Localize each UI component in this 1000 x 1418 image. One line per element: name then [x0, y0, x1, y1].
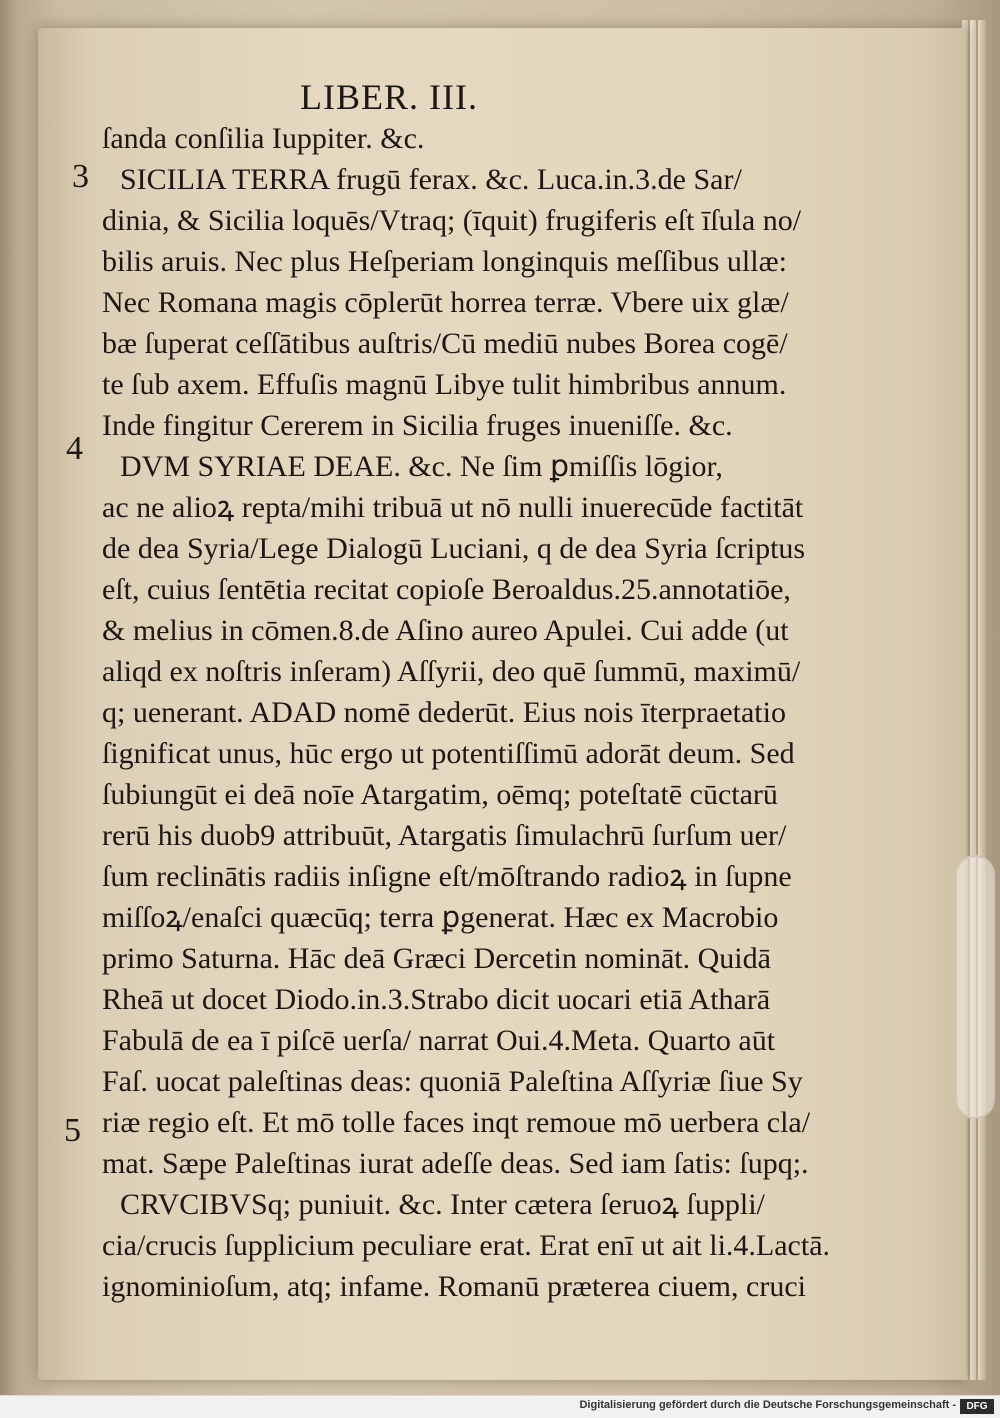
text-line: te ſub axem. Effuſis magnū Libye tulit himbribus annum. — [102, 368, 787, 401]
text-line: ignominioſum, atq; infame. Romanū præterea ciuem, cruci — [102, 1270, 806, 1303]
text-line: eſt, cuius ſentētia recitat copioſe Beroaldus.25.annotatiōe, — [102, 573, 791, 606]
text-line: riæ regio eſt. Et mō tolle faces inqt remoue mō uerbera cla/ — [102, 1106, 811, 1139]
dfg-logo: DFG — [960, 1399, 994, 1414]
text-line: CRVCIBVSq; puniuit. &c. Inter cætera ſeruoꝝ ſuppli/ — [120, 1188, 765, 1221]
funding-notice: Digitalisierung gefördert durch die Deutsche Forschungsgemeinschaft - — [579, 1399, 956, 1411]
text-line: ſignificat unus, hūc ergo ut potentiſſimū adorāt deum. Sed — [102, 737, 795, 770]
text-line: q; uenerant. ADAD nomē dederūt. Eius nois īterpraetatio — [102, 696, 786, 729]
text-line: bilis aruis. Nec plus Heſperiam longinquis meſſibus ullæ: — [102, 245, 787, 278]
text-line: ſubiungūt ei deā noīe Atargatim, oēmq; poteſtatē cūctarū — [102, 778, 778, 811]
footer-bar — [0, 1395, 1000, 1418]
margin-number: 4 — [66, 430, 83, 467]
page-heading: LIBER. III. — [300, 77, 478, 117]
text-line: ſanda conſilia Iuppiter. &c. — [102, 122, 425, 155]
text-line: rerū his duob9 attribuūt, Atargatis ſimulachrū ſurſum uer/ — [102, 819, 787, 852]
text-line: primo Saturna. Hāc deā Græci Dercetin nomināt. Quidā — [102, 942, 771, 975]
text-line: aliqd ex noſtris inſeram) Aſſyrii, deo quē ſummū, maximū/ — [102, 655, 801, 688]
body-text — [102, 118, 832, 1307]
margin-number: 3 — [72, 158, 89, 195]
text-line: de dea Syria/Lege Dialogū Luciani, q de dea Syria ſcriptus — [102, 532, 806, 565]
text-line: & melius in cōmen.8.de Aſino aureo Apulei. Cui adde (ut — [102, 614, 789, 647]
text-line: bæ ſuperat ceſſātibus auſtris/Cū mediū nubes Borea cogē/ — [102, 327, 788, 360]
text-line: ſum reclinātis radiis inſigne eſt/mōſtrando radioꝝ in ſupne — [102, 860, 792, 893]
text-line: dinia, & Sicilia loquēs/Vtraq; (īquit) frugiferis eſt īſula no/ — [102, 204, 802, 237]
text-line: Fabulā de ea ī piſcē uerſa/ narrat Oui.4.Meta. Quarto aūt — [102, 1024, 776, 1057]
text-line: DVM SYRIAE DEAE. &c. Ne ſim ꝑmiſſis lōgior, — [120, 450, 723, 483]
text-line: miſſoꝝ/enaſci quæcūq; terra ꝑgenerat. Hæc ex Macrobio — [102, 901, 779, 934]
text-line: ac ne alioꝝ repta/mihi tribuā ut nō nulli inuerecūde factitāt — [102, 491, 804, 524]
text-line: Inde fingitur Cererem in Sicilia fruges inueniſſe. &c. — [102, 409, 733, 442]
text-line: Nec Romana magis cōplerūt horrea terræ. Vbere uix glæ/ — [102, 286, 789, 319]
page-edge — [978, 20, 986, 1380]
margin-number: 5 — [64, 1112, 81, 1149]
text-line: mat. Sæpe Paleſtinas iurat adeſſe deas. Sed iam ſatis: ſupq;. — [102, 1147, 809, 1180]
text-line: SICILIA TERRA frugū ferax. &c. Luca.in.3.de Sar/ — [120, 163, 742, 196]
page-edge — [970, 20, 976, 1380]
text-line: cia/crucis ſupplicium peculiare erat. Erat enī ut ait li.4.Lactā. — [102, 1229, 831, 1262]
binding-clip — [955, 855, 995, 1119]
text-line: Faſ. uocat paleſtinas deas: quoniā Paleſtina Aſſyriæ ſiue Sy — [102, 1065, 803, 1098]
text-line: Rheā ut docet Diodo.in.3.Strabo dicit uocari etiā Atharā — [102, 983, 771, 1016]
